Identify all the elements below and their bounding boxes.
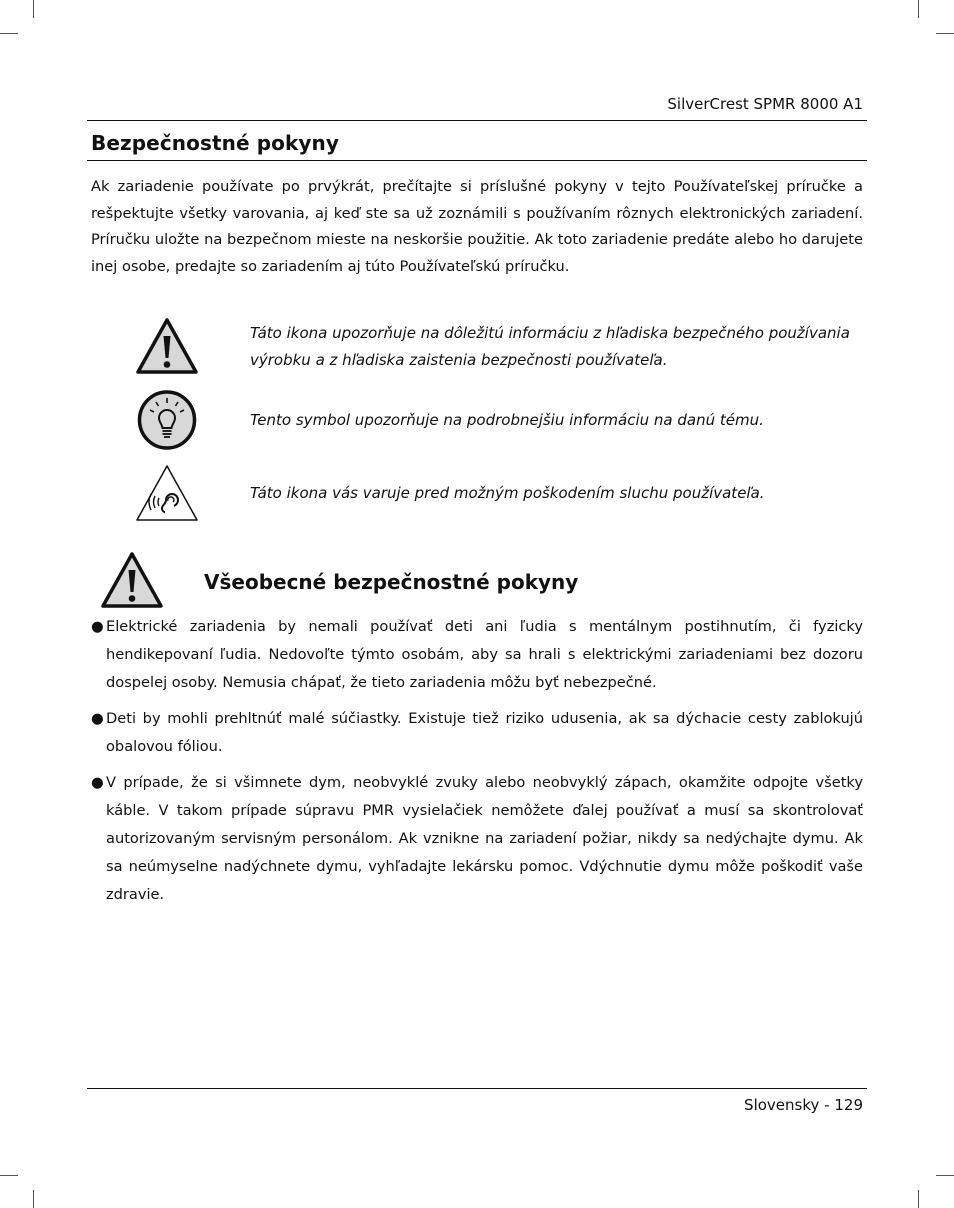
list-item-text: Deti by mohli prehltnúť malé súčiastky. Existuje tiež riziko udusenia, ak sa dýchacie cesty zablokujú obalovou fóliou. bbox=[106, 710, 863, 755]
icon-note-text: Táto ikona vás varuje pred možným poškodením sluchu používateľa. bbox=[250, 484, 765, 502]
footer-rule bbox=[87, 1088, 867, 1089]
list-item bbox=[91, 705, 863, 761]
running-header: SilverCrest SPMR 8000 A1 bbox=[667, 95, 863, 113]
crop-mark bbox=[936, 1175, 954, 1176]
list-item-text: V prípade, že si všimnete dym, neobvyklé zvuky alebo neobvyklý zápach, okamžite odpojte všetky káble. V takom prípade súpravu PMR vysielačiek nemôžete ďalej používať a musí sa skontrolovať autorizovaným servisným personálom. Ak vznikne na zariadení požiar, nikdy sa nedýchajte dymu. Ak sa neúmyselne nadýchnete dymu, vyhľadajte lekársku pomoc. Vdýchnutie dymu môže poškodiť vaše zdravie. bbox=[106, 774, 863, 903]
page-footer bbox=[744, 1096, 863, 1114]
page-number: 129 bbox=[834, 1096, 863, 1114]
intro-paragraph: Ak zariadenie používate po prvýkrát, prečítajte si príslušné pokyny v tejto Používateľskej príručke a rešpektujte všetky varovania, aj keď ste sa už zoznámili s používaním rôznych elektronických zariadení. Príručku uložte na bezpečnom mieste na neskoršie použitie. Ak toto zariadenie predáte alebo ho darujete inej osobe, predajte so zariadením aj túto Používateľskú príručku. bbox=[91, 178, 863, 275]
crop-mark bbox=[918, 1190, 919, 1208]
footer-separator: - bbox=[824, 1096, 830, 1114]
bullet-icon: ● bbox=[91, 618, 104, 635]
list-item-text: Elektrické zariadenia by nemali používať deti ani ľudia s mentálnym postihnutím, či fyzicky hendikepovaní ľudia. Nedovoľte týmto osobám, aby sa hrali s elektrickými zariadeniami bez dozoru dospelej osoby. Nemusia chápať, že tieto zariadenia môžu byť nebezpečné. bbox=[106, 618, 863, 691]
list-item bbox=[91, 613, 863, 697]
list-item bbox=[91, 769, 863, 909]
header-rule bbox=[87, 120, 867, 121]
subsection-title: Všeobecné bezpečnostné pokyny bbox=[204, 570, 579, 594]
crop-mark bbox=[936, 33, 954, 34]
footer-language: Slovensky bbox=[744, 1096, 820, 1114]
bullet-icon: ● bbox=[91, 774, 104, 791]
icon-note-text: Táto ikona upozorňuje na dôležitú informáciu z hľadiska bezpečného používania výrobku a z hľadiska zaistenia bezpečnosti používateľa. bbox=[250, 324, 850, 369]
crop-mark bbox=[33, 1190, 34, 1208]
warning-triangle-icon bbox=[136, 318, 198, 374]
crop-mark bbox=[0, 33, 18, 34]
hearing-warning-icon bbox=[135, 464, 199, 522]
section-title: Bezpečnostné pokyny bbox=[91, 131, 339, 155]
lightbulb-icon bbox=[137, 390, 197, 450]
crop-mark bbox=[33, 0, 34, 18]
icon-note-text: Tento symbol upozorňuje na podrobnejšiu informáciu na danú tému. bbox=[250, 411, 764, 429]
crop-mark bbox=[0, 1175, 18, 1176]
section-title-rule bbox=[87, 160, 867, 161]
bullet-icon: ● bbox=[91, 710, 104, 727]
warning-triangle-icon bbox=[101, 552, 163, 608]
crop-mark bbox=[918, 0, 919, 18]
